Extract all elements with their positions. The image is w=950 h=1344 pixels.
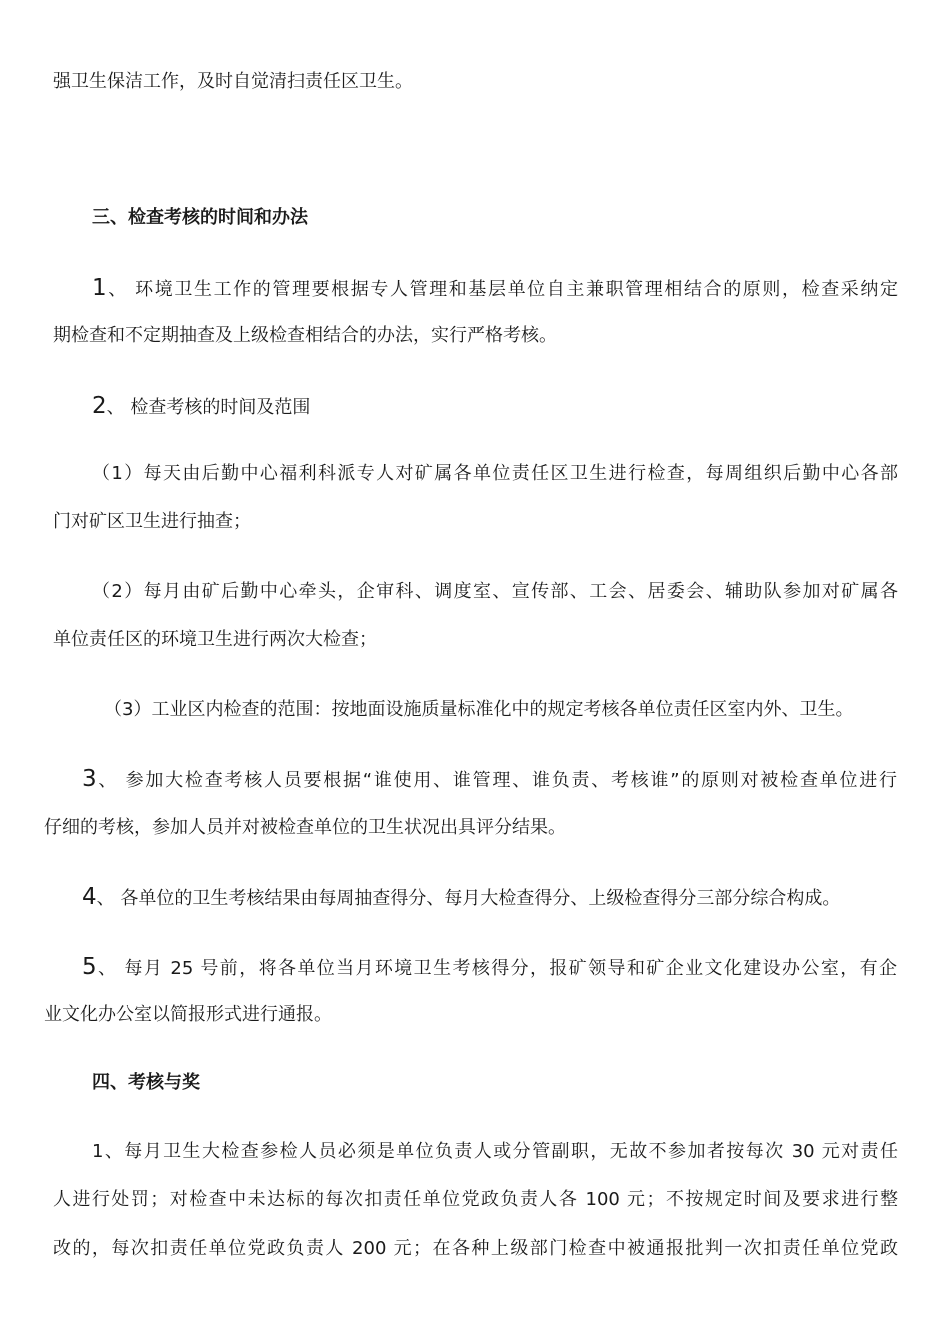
s3-item2-text-1: 、 检查考核的时间及范围 [106, 397, 311, 418]
s3-item5-number: 5 [82, 954, 97, 980]
s3-sub2-line-1: （2）每月由矿后勤中心牵头，企审科、调度室、宣传部、工会、居委会、辅助队参加对矿属各 [92, 581, 898, 602]
s4-item1-line-1: 1、每月卫生大检查参检人员必须是单位负责人或分管副职，无故不参加者按每次 30 元对责任 [92, 1141, 898, 1162]
s3-item1-text-1: 、 环境卫生工作的管理要根据专人管理和基层单位自主兼职管理相结合的原则，检查采纳定 [106, 279, 898, 300]
s3-item4-line-1 [82, 885, 840, 911]
section-4-heading: 四、考核与奖 [92, 1072, 200, 1093]
section-3-heading: 三、检查考核的时间和办法 [92, 207, 308, 228]
s3-item4-number: 4 [82, 884, 97, 910]
s3-item1-line-2: 期检查和不定期抽查及上级检查相结合的办法，实行严格考核。 [53, 325, 557, 346]
s4-item1-line-2: 人进行处罚；对检查中未达标的每次扣责任单位党政负责人各 100 元；不按规定时间及要求进行整 [53, 1189, 898, 1210]
s3-item5-line-2: 业文化办公室以简报形式进行通报。 [44, 1004, 332, 1025]
s3-sub1-line-2: 门对矿区卫生进行抽查； [53, 511, 251, 532]
s3-item4-text-1: 、 各单位的卫生考核结果由每周抽查得分、每月大检查得分、上级检查得分三部分综合构成。 [96, 888, 841, 909]
intro-line-1: 强卫生保洁工作，及时自觉清扫责任区卫生。 [53, 71, 413, 92]
s3-sub1-line-1: （1）每天由后勤中心福利科派专人对矿属各单位责任区卫生进行检查，每周组织后勤中心各部 [92, 463, 898, 484]
s3-item3-text-1: 、 参加大检查考核人员要根据“谁使用、谁管理、谁负责、考核谁”的原则对被检查单位进行 [96, 770, 897, 791]
s3-item1-line-1 [92, 276, 898, 302]
s4-item1-line-3: 改的，每次扣责任单位党政负责人 200 元；在各种上级部门检查中被通报批判一次扣责任单位党政 [53, 1238, 898, 1259]
s3-item3-line-2: 仔细的考核，参加人员并对被检查单位的卫生状况出具评分结果。 [44, 817, 566, 838]
s3-sub2-line-2: 单位责任区的环境卫生进行两次大检查； [53, 629, 377, 650]
s3-item5-text-1: 、 每月 25 号前，将各单位当月环境卫生考核得分，报矿领导和矿企业文化建设办公室，有企 [96, 958, 897, 979]
s3-item3-number: 3 [82, 766, 97, 792]
s3-item3-line-1 [82, 767, 897, 793]
s3-sub3-line-1: （3）工业区内检查的范围：按地面设施质量标准化中的规定考核各单位责任区室内外、卫生。 [104, 699, 854, 720]
s3-item5-line-1 [82, 955, 897, 981]
s3-item1-number: 1 [92, 275, 107, 301]
s3-item2-line-1 [92, 394, 310, 420]
s3-item2-number: 2 [92, 393, 107, 419]
